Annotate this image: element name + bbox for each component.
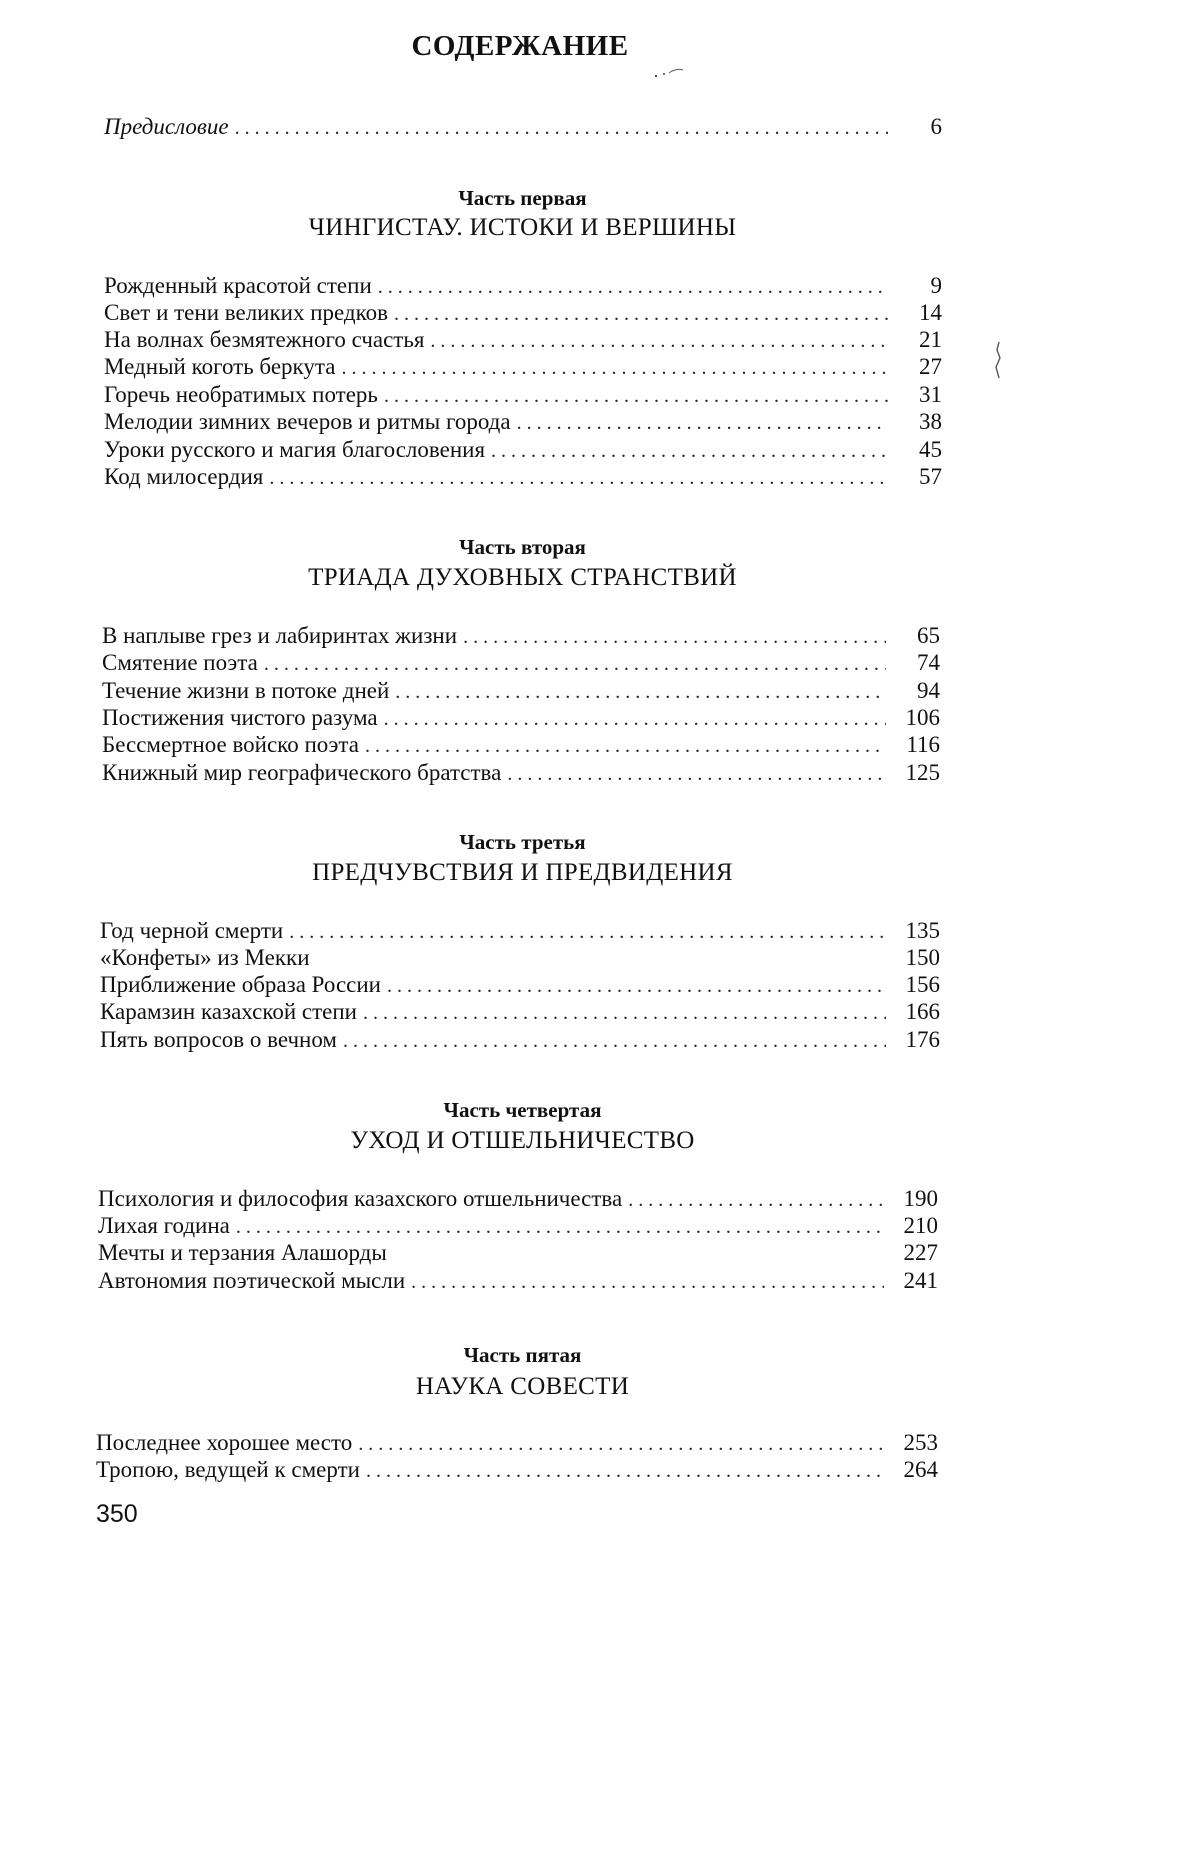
toc-entry-page: 94 [892, 677, 940, 704]
toc-entry-page: 38 [894, 408, 942, 435]
toc-entry-label: Медный коготь беркута [104, 353, 335, 380]
toc-entry-label: Последнее хорошее место [96, 1429, 352, 1456]
toc-entry[interactable] [100, 971, 940, 998]
toc-entry-label: Предисловие [104, 113, 229, 140]
leader-dots [507, 761, 886, 788]
toc-entry-page: 253 [890, 1429, 938, 1456]
toc-entry-page: 210 [890, 1212, 938, 1239]
leader-dots [269, 465, 888, 492]
toc-entry[interactable] [104, 353, 942, 380]
part-title: ЧИНГИСТАУ. ИСТОКИ И ВЕРШИНЫ [0, 214, 1005, 242]
leader-dots [264, 651, 886, 678]
toc-entry-label: Карамзин казахской степи [100, 998, 357, 1025]
toc-entry-label: Свет и тени великих предков [104, 299, 388, 326]
toc-entry-label: Пять вопросов о вечном [100, 1026, 337, 1053]
toc-entry[interactable] [100, 1026, 940, 1053]
binding-mark [994, 340, 1002, 380]
toc-entry-label: Мечты и терзания Алашорды [98, 1239, 387, 1266]
toc-entry-label: Смятение поэта [102, 649, 258, 676]
toc-entry[interactable] [104, 463, 942, 490]
toc-entry-label: «Конфеты» из Мекки [100, 944, 310, 971]
toc-entry-page: 65 [892, 622, 940, 649]
leader-dots [235, 115, 888, 142]
toc-entry[interactable] [98, 1267, 938, 1294]
toc-entry-label: Автономия поэтической мысли [98, 1267, 405, 1294]
toc-entry-label: Бессмертное войско поэта [102, 731, 359, 758]
toc-entry[interactable] [104, 272, 942, 299]
toc-entry[interactable] [102, 759, 940, 786]
leader-dots [387, 973, 886, 1000]
leader-dots [463, 624, 886, 651]
toc-entry-page: 21 [894, 326, 942, 353]
toc-entry-page: 9 [894, 272, 942, 299]
toc-entry-label: На волнах безмятежного счастья [104, 326, 424, 353]
toc-entry[interactable] [102, 677, 940, 704]
part-title: УХОД И ОТШЕЛЬНИЧЕСТВО [0, 1127, 1005, 1155]
toc-entry-page: 166 [892, 998, 940, 1025]
toc-entry[interactable] [98, 1185, 938, 1212]
leader-dots [343, 1028, 886, 1055]
toc-entry-label: Приближение образа России [100, 971, 381, 998]
toc-entry[interactable] [98, 1239, 938, 1266]
toc-entry[interactable] [96, 1429, 938, 1456]
toc-entry[interactable] [104, 436, 942, 463]
toc-entry[interactable] [102, 704, 940, 731]
toc-entry-page: 45 [894, 436, 942, 463]
toc-entry-label: Код милосердия [104, 463, 263, 490]
toc-entry-page: 241 [890, 1267, 938, 1294]
toc-entry-page: 27 [894, 353, 942, 380]
leader-dots [430, 328, 888, 355]
leader-dots [366, 1458, 884, 1485]
toc-entry[interactable] [100, 944, 940, 971]
toc-entry-page: 264 [890, 1456, 938, 1483]
toc-entry-label: Течение жизни в потоке дней [102, 677, 389, 704]
page-number: 350 [96, 1500, 138, 1529]
toc-entry-page: 6 [894, 113, 942, 140]
toc-entry-page: 190 [890, 1185, 938, 1212]
page-title: СОДЕРЖАНИЕ [0, 30, 1005, 63]
toc-entry-page: 14 [894, 299, 942, 326]
part-label: Часть пятая [0, 1343, 1005, 1368]
part-title: НАУКА СОВЕСТИ [0, 1373, 1005, 1401]
toc-entry-page: 57 [894, 463, 942, 490]
toc-entry-preface[interactable] [104, 113, 942, 140]
leader-dots [363, 1000, 886, 1027]
toc-entry[interactable] [104, 299, 942, 326]
leader-dots [365, 733, 886, 760]
toc-entry-label: Год черной смерти [100, 917, 283, 944]
part-label: Часть вторая [0, 535, 1005, 560]
toc-entry-page: 74 [892, 649, 940, 676]
document-page [0, 0, 1005, 1542]
toc-entry-label: Психология и философия казахского отшельничества [98, 1185, 622, 1212]
toc-entry-page: 125 [892, 759, 940, 786]
part-label: Часть первая [0, 186, 1005, 211]
leader-dots [411, 1269, 884, 1296]
toc-entry-label: Тропою, ведущей к смерти [96, 1456, 360, 1483]
toc-entry[interactable] [100, 998, 940, 1025]
toc-entry-page: 227 [890, 1239, 938, 1266]
toc-entry-label: Мелодии зимних вечеров и ритмы города [104, 408, 511, 435]
toc-entry-label: Книжный мир географического братства [102, 759, 501, 786]
toc-entry-page: 106 [892, 704, 940, 731]
toc-entry-page: 150 [892, 944, 940, 971]
toc-entry-label: Постижения чистого разума [102, 704, 378, 731]
leader-dots [395, 679, 886, 706]
toc-entry-page: 135 [892, 917, 940, 944]
part-title: ТРИАДА ДУХОВНЫХ СТРАНСТВИЙ [0, 564, 1005, 592]
toc-entry[interactable] [100, 917, 940, 944]
leader-dots [384, 383, 888, 410]
leader-dots [517, 410, 888, 437]
toc-entry-label: В наплыве грез и лабиринтах жизни [102, 622, 457, 649]
toc-entry-label: Горечь необратимых потерь [104, 381, 378, 408]
toc-entry-page: 176 [892, 1026, 940, 1053]
toc-entry-page: 156 [892, 971, 940, 998]
leader-dots [358, 1431, 884, 1458]
part-label: Часть четвертая [0, 1098, 1005, 1123]
leader-dots [491, 438, 888, 465]
toc-entry[interactable] [98, 1212, 938, 1239]
part-title: ПРЕДЧУВСТВИЯ И ПРЕДВИДЕНИЯ [0, 859, 1005, 887]
toc-entry[interactable] [102, 731, 940, 758]
toc-entry-label: Рожденный красотой степи [104, 272, 372, 299]
leader-dots [341, 355, 888, 382]
toc-entry-page: 116 [892, 731, 940, 758]
toc-entry-label: Лихая година [98, 1212, 230, 1239]
leader-dots [378, 274, 888, 301]
leader-dots [384, 706, 886, 733]
toc-entry-page: 31 [894, 381, 942, 408]
toc-entry[interactable] [102, 622, 940, 649]
toc-entry[interactable] [102, 649, 940, 676]
scan-speck [652, 64, 688, 80]
toc-entry-label: Уроки русского и магия благословения [104, 436, 485, 463]
leader-dots [289, 919, 886, 946]
leader-dots [628, 1187, 884, 1214]
leader-dots [236, 1214, 884, 1241]
toc-entry[interactable] [96, 1456, 938, 1483]
part-label: Часть третья [0, 830, 1005, 855]
toc-entry[interactable] [104, 381, 942, 408]
toc-entry[interactable] [104, 326, 942, 353]
toc-entry[interactable] [104, 408, 942, 435]
leader-dots [394, 301, 888, 328]
